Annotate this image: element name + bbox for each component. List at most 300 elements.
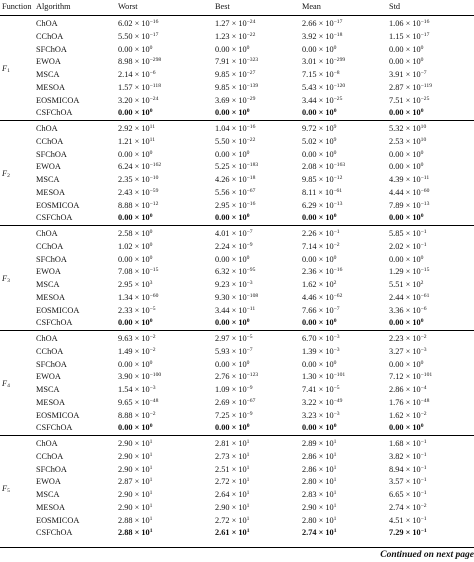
exponent: −7 <box>246 229 253 236</box>
table-row <box>0 121 474 136</box>
algorithm-cell: SFChOA <box>36 464 67 474</box>
best-cell: $2.81 \times 10^1$ <box>215 439 250 449</box>
algorithm-cell: EWOA <box>36 267 61 277</box>
worst-cell: $3.90 \times 10^{-100}$ <box>118 372 162 382</box>
header-std: Std <box>389 2 401 12</box>
best-cell: $0.00 \times 10^0$ <box>215 108 250 118</box>
header-algorithm: Algorithm <box>36 2 71 12</box>
exponent: 0 <box>149 254 153 261</box>
mean-cell: $2.83 \times 10^1$ <box>302 490 337 500</box>
exponent: 0 <box>420 57 424 64</box>
exponent: 0 <box>246 254 250 261</box>
worst-cell: $7.08 \times 10^{-15}$ <box>118 267 159 277</box>
table-row <box>0 359 474 372</box>
exponent: −2 <box>333 241 340 248</box>
mean-cell: $1.39 \times 10^{-3}$ <box>302 346 340 356</box>
exponent: −1 <box>420 477 427 484</box>
algorithm-cell: SFChOA <box>36 254 67 264</box>
function-group <box>0 16 474 121</box>
table-row <box>0 241 474 254</box>
best-cell: $2.61 \times 10^1$ <box>215 528 250 538</box>
std-cell: $0.00 \times 10^0$ <box>389 57 424 67</box>
mean-cell: $2.80 \times 10^1$ <box>302 477 337 487</box>
function-group <box>0 331 474 436</box>
best-cell: $5.93 \times 10^{-7}$ <box>215 346 253 356</box>
exponent: 1 <box>149 502 153 509</box>
table-row <box>0 317 474 330</box>
exponent: 1 <box>149 451 153 458</box>
best-cell: $1.04 \times 10^{-16}$ <box>215 124 256 134</box>
exponent: 0 <box>420 149 424 156</box>
std-cell: $3.27 \times 10^{-3}$ <box>389 346 427 356</box>
std-cell: $3.57 \times 10^{-1}$ <box>389 477 427 487</box>
exponent: −13 <box>420 200 430 207</box>
algorithm-cell: CSFChOA <box>36 318 73 328</box>
exponent: 0 <box>333 149 337 156</box>
mean-cell: $8.11 \times 10^{-61}$ <box>302 187 343 197</box>
exponent: 0 <box>246 423 250 430</box>
exponent: 0 <box>246 213 250 220</box>
std-cell: $1.06 \times 10^{-16}$ <box>389 19 430 29</box>
worst-cell: $2.43 \times 10^{-59}$ <box>118 187 159 197</box>
best-cell: $1.27 \times 10^{-24}$ <box>215 19 256 29</box>
algorithm-cell: SFChOA <box>36 149 67 159</box>
worst-cell: $0.00 \times 10^0$ <box>118 318 153 328</box>
exponent: −1 <box>420 515 427 522</box>
exponent: −3 <box>333 346 340 353</box>
best-cell: $9.85 \times 10^{-139}$ <box>215 82 259 92</box>
exponent: −15 <box>149 267 159 274</box>
mean-cell: $2.66 \times 10^{-17}$ <box>302 19 343 29</box>
worst-cell: $0.00 \times 10^0$ <box>118 423 153 433</box>
std-cell: $0.00 \times 10^0$ <box>389 149 424 159</box>
std-cell: $3.36 \times 10^{-6}$ <box>389 305 427 315</box>
algorithm-cell: ChOA <box>36 229 58 239</box>
table-row <box>0 515 474 528</box>
exponent: −67 <box>246 397 256 404</box>
mean-cell: $7.15 \times 10^{-8}$ <box>302 70 340 80</box>
algorithm-cell: ChOA <box>36 439 58 449</box>
mean-cell: $7.66 \times 10^{-7}$ <box>302 305 340 315</box>
exponent: 0 <box>149 318 153 325</box>
exponent: −6 <box>420 305 427 312</box>
algorithm-cell: ChOA <box>36 19 58 29</box>
std-cell: $2.02 \times 10^{-1}$ <box>389 241 427 251</box>
algorithm-cell: MESOA <box>36 187 66 197</box>
algorithm-cell: MESOA <box>36 82 66 92</box>
worst-cell: $2.33 \times 10^{-5}$ <box>118 305 156 315</box>
exponent: −11 <box>246 305 256 312</box>
exponent: −7 <box>420 70 427 77</box>
exponent: 0 <box>246 108 250 115</box>
std-cell: $2.87 \times 10^{-119}$ <box>389 82 432 92</box>
table-row <box>0 174 474 187</box>
std-cell: $6.65 \times 10^{-1}$ <box>389 490 427 500</box>
best-cell: $0.00 \times 10^0$ <box>215 254 250 264</box>
worst-cell: $1.49 \times 10^{-2}$ <box>118 346 156 356</box>
algorithm-cell: SFChOA <box>36 44 67 54</box>
exponent: −6 <box>149 70 156 77</box>
table-row <box>0 451 474 464</box>
std-cell: $0.00 \times 10^0$ <box>389 359 424 369</box>
exponent: −9 <box>246 241 253 248</box>
std-cell: $0.00 \times 10^0$ <box>389 213 424 223</box>
mean-cell: $2.36 \times 10^{-16}$ <box>302 267 343 277</box>
std-cell: $7.51 \times 10^{-25}$ <box>389 95 430 105</box>
best-cell: $2.51 \times 10^1$ <box>215 464 250 474</box>
exponent: −100 <box>149 372 162 379</box>
header-worst: Worst <box>118 2 138 12</box>
worst-cell: $2.58 \times 10^0$ <box>118 229 153 239</box>
std-cell: $5.32 \times 10^{10}$ <box>389 124 427 134</box>
exponent: 1 <box>149 528 153 535</box>
worst-cell: $2.87 \times 10^1$ <box>118 477 153 487</box>
table-row <box>0 346 474 359</box>
table-row <box>0 95 474 108</box>
std-cell: $1.62 \times 10^{-2}$ <box>389 410 427 420</box>
exponent: −5 <box>333 385 340 392</box>
worst-cell: $2.90 \times 10^1$ <box>118 451 153 461</box>
std-cell: $1.29 \times 10^{-15}$ <box>389 267 430 277</box>
algorithm-cell: MSCA <box>36 385 60 395</box>
exponent: 0 <box>333 423 337 430</box>
best-cell: $6.32 \times 10^{-95}$ <box>215 267 256 277</box>
table-row <box>0 44 474 57</box>
exponent: 9 <box>333 136 337 143</box>
exponent: 1 <box>333 515 337 522</box>
worst-cell: $6.02 \times 10^{-16}$ <box>118 19 159 29</box>
table-row <box>0 16 474 31</box>
algorithm-cell: CChOA <box>36 136 64 146</box>
worst-cell: $2.95 \times 10^3$ <box>118 280 153 290</box>
mean-cell: $2.86 \times 10^1$ <box>302 451 337 461</box>
exponent: −16 <box>333 267 343 274</box>
exponent: −7 <box>333 305 340 312</box>
exponent: −1 <box>420 241 427 248</box>
std-cell: $0.00 \times 10^0$ <box>389 44 424 54</box>
algorithm-cell: ChOA <box>36 334 58 344</box>
worst-cell: $0.00 \times 10^0$ <box>118 359 153 369</box>
worst-cell: $2.88 \times 10^1$ <box>118 515 153 525</box>
exponent: −12 <box>149 200 159 207</box>
best-cell: $0.00 \times 10^0$ <box>215 44 250 54</box>
exponent: 0 <box>333 213 337 220</box>
std-cell: $1.76 \times 10^{-48}$ <box>389 397 430 407</box>
best-cell: $2.95 \times 10^{-16}$ <box>215 200 256 210</box>
exponent: −1 <box>420 490 427 497</box>
exponent: −1 <box>420 229 427 236</box>
exponent: 2 <box>420 280 424 287</box>
mean-cell: $3.01 \times 10^{-299}$ <box>302 57 346 67</box>
mean-cell: $4.46 \times 10^{-62}$ <box>302 292 343 302</box>
table-row <box>0 436 474 451</box>
exponent: −2 <box>149 410 156 417</box>
worst-cell: $1.54 \times 10^{-3}$ <box>118 385 156 395</box>
std-cell: $0.00 \times 10^0$ <box>389 318 424 328</box>
exponent: −16 <box>246 200 256 207</box>
exponent: −2 <box>420 334 427 341</box>
exponent: 0 <box>149 241 153 248</box>
worst-cell: $8.88 \times 10^{-12}$ <box>118 200 159 210</box>
table-row <box>0 107 474 120</box>
exponent: 1 <box>246 439 250 446</box>
algorithm-cell: CSFChOA <box>36 213 73 223</box>
table-row <box>0 292 474 305</box>
mean-cell: $0.00 \times 10^0$ <box>302 44 337 54</box>
mean-cell: $0.00 \times 10^0$ <box>302 423 337 433</box>
exponent: 0 <box>149 213 153 220</box>
table-row <box>0 149 474 162</box>
algorithm-cell: EOSMICOA <box>36 95 80 105</box>
exponent: 3 <box>149 280 153 287</box>
worst-cell: $2.90 \times 10^1$ <box>118 464 153 474</box>
algorithm-cell: MSCA <box>36 175 60 185</box>
exponent: −18 <box>333 31 343 38</box>
std-cell: $0.00 \times 10^0$ <box>389 162 424 172</box>
algorithm-cell: MESOA <box>36 397 66 407</box>
mean-cell: $3.92 \times 10^{-18}$ <box>302 31 343 41</box>
exponent: −5 <box>149 305 156 312</box>
continued-note: Continued on next page <box>0 547 474 560</box>
mean-cell: $3.44 \times 10^{-25}$ <box>302 95 343 105</box>
algorithm-cell: CChOA <box>36 31 64 41</box>
exponent: −3 <box>333 334 340 341</box>
algorithm-cell: EOSMICOA <box>36 200 80 210</box>
best-cell: $4.26 \times 10^{-18}$ <box>215 175 256 185</box>
table-header <box>0 0 474 16</box>
exponent: −27 <box>246 70 256 77</box>
worst-cell: $5.50 \times 10^{-17}$ <box>118 31 159 41</box>
std-cell: $7.89 \times 10^{-13}$ <box>389 200 430 210</box>
algorithm-cell: CChOA <box>36 241 64 251</box>
exponent: 10 <box>420 136 427 143</box>
exponent: 9 <box>333 124 337 131</box>
mean-cell: $0.00 \times 10^0$ <box>302 359 337 369</box>
exponent: −61 <box>333 187 343 194</box>
exponent: −60 <box>420 187 430 194</box>
table-row <box>0 371 474 384</box>
exponent: −3 <box>149 385 156 392</box>
algorithm-cell: EOSMICOA <box>36 515 80 525</box>
mean-cell: $0.00 \times 10^0$ <box>302 149 337 159</box>
mean-cell: $2.80 \times 10^1$ <box>302 515 337 525</box>
function-label: $F_3$ <box>2 273 10 284</box>
best-cell: $5.25 \times 10^{-183}$ <box>215 162 259 172</box>
exponent: −17 <box>420 31 430 38</box>
exponent: −60 <box>149 292 159 299</box>
exponent: 0 <box>149 149 153 156</box>
worst-cell: $8.98 \times 10^{-298}$ <box>118 57 162 67</box>
best-cell: $9.23 \times 10^{-3}$ <box>215 280 253 290</box>
exponent: 0 <box>333 44 337 51</box>
exponent: 0 <box>420 213 424 220</box>
best-cell: $2.72 \times 10^1$ <box>215 477 250 487</box>
worst-cell: $2.90 \times 10^1$ <box>118 502 153 512</box>
std-cell: $4.44 \times 10^{-60}$ <box>389 187 430 197</box>
exponent: −123 <box>246 372 259 379</box>
exponent: 1 <box>149 490 153 497</box>
table-row <box>0 82 474 95</box>
mean-cell: $6.70 \times 10^{-3}$ <box>302 334 340 344</box>
function-label: $F_5$ <box>2 483 10 494</box>
worst-cell: $2.90 \times 10^1$ <box>118 490 153 500</box>
exponent: 0 <box>246 359 250 366</box>
algorithm-cell: CSFChOA <box>36 108 73 118</box>
exponent: −118 <box>149 82 161 89</box>
mean-cell: $2.89 \times 10^1$ <box>302 439 337 449</box>
table-row <box>0 476 474 489</box>
worst-cell: $9.63 \times 10^{-2}$ <box>118 334 156 344</box>
mean-cell: $2.74 \times 10^1$ <box>302 528 337 538</box>
exponent: 2 <box>333 280 337 287</box>
std-cell: $8.94 \times 10^{-1}$ <box>389 464 427 474</box>
exponent: −25 <box>333 95 343 102</box>
exponent: 1 <box>246 490 250 497</box>
std-cell: $3.82 \times 10^{-1}$ <box>389 451 427 461</box>
algorithm-cell: CSFChOA <box>36 528 73 538</box>
std-cell: $7.12 \times 10^{-101}$ <box>389 372 433 382</box>
std-cell: $4.39 \times 10^{-11}$ <box>389 175 430 185</box>
exponent: 11 <box>149 136 156 143</box>
exponent: 0 <box>420 108 424 115</box>
mean-cell: $2.90 \times 10^1$ <box>302 502 337 512</box>
worst-cell: $0.00 \times 10^0$ <box>118 254 153 264</box>
best-cell: $1.23 \times 10^{-22}$ <box>215 31 256 41</box>
exponent: −101 <box>420 372 433 379</box>
exponent: −13 <box>333 200 343 207</box>
worst-cell: $3.20 \times 10^{-24}$ <box>118 95 159 105</box>
worst-cell: $1.21 \times 10^{11}$ <box>118 136 156 146</box>
exponent: −25 <box>420 95 430 102</box>
table-row <box>0 254 474 267</box>
exponent: −101 <box>333 372 346 379</box>
std-cell: $5.85 \times 10^{-1}$ <box>389 229 427 239</box>
table-row <box>0 422 474 435</box>
table-row <box>0 212 474 225</box>
exponent: 0 <box>149 229 153 236</box>
exponent: 0 <box>246 44 250 51</box>
exponent: −62 <box>333 292 343 299</box>
exponent: −108 <box>246 292 259 299</box>
algorithm-cell: EOSMICOA <box>36 410 80 420</box>
table-row <box>0 502 474 515</box>
best-cell: $7.25 \times 10^{-9}$ <box>215 410 253 420</box>
mean-cell: $0.00 \times 10^0$ <box>302 254 337 264</box>
std-cell: $2.53 \times 10^{10}$ <box>389 136 427 146</box>
table-row <box>0 136 474 149</box>
exponent: 0 <box>333 254 337 261</box>
table-row <box>0 384 474 397</box>
exponent: 11 <box>149 124 156 131</box>
table-row <box>0 305 474 318</box>
header-row <box>0 0 474 16</box>
exponent: −9 <box>246 410 253 417</box>
worst-cell: $1.34 \times 10^{-60}$ <box>118 292 159 302</box>
worst-cell: $0.00 \times 10^0$ <box>118 149 153 159</box>
exponent: −299 <box>333 57 346 64</box>
exponent: −49 <box>333 397 343 404</box>
exponent: −2 <box>420 502 427 509</box>
worst-cell: $1.57 \times 10^{-118}$ <box>118 82 161 92</box>
exponent: −9 <box>246 385 253 392</box>
algorithm-cell: ChOA <box>36 124 58 134</box>
algorithm-cell: MESOA <box>36 502 66 512</box>
mean-cell: $0.00 \times 10^0$ <box>302 318 337 328</box>
std-cell: $7.29 \times 10^{-1}$ <box>389 528 427 538</box>
exponent: −1 <box>420 528 427 535</box>
best-cell: $0.00 \times 10^0$ <box>215 149 250 159</box>
std-cell: $2.74 \times 10^{-2}$ <box>389 502 427 512</box>
exponent: 1 <box>246 515 250 522</box>
table-row <box>0 266 474 279</box>
exponent: −163 <box>333 162 346 169</box>
exponent: 0 <box>149 359 153 366</box>
mean-cell: $5.43 \times 10^{-120}$ <box>302 82 346 92</box>
header-best: Best <box>215 2 230 12</box>
exponent: −4 <box>420 385 427 392</box>
exponent: −16 <box>246 124 256 131</box>
worst-cell: $2.14 \times 10^{-6}$ <box>118 70 156 80</box>
exponent: 1 <box>149 477 153 484</box>
best-cell: $3.44 \times 10^{-11}$ <box>215 305 256 315</box>
mean-cell: $2.86 \times 10^1$ <box>302 464 337 474</box>
exponent: 1 <box>246 451 250 458</box>
function-group <box>0 436 474 541</box>
exponent: 1 <box>149 515 153 522</box>
exponent: −48 <box>420 397 430 404</box>
exponent: −61 <box>420 292 430 299</box>
mean-cell: $1.62 \times 10^2$ <box>302 280 337 290</box>
algorithm-cell: MSCA <box>36 490 60 500</box>
worst-cell: $2.92 \times 10^{11}$ <box>118 124 156 134</box>
exponent: −323 <box>246 57 259 64</box>
best-cell: $4.01 \times 10^{-7}$ <box>215 229 253 239</box>
header-mean: Mean <box>302 2 321 12</box>
best-cell: $2.64 \times 10^1$ <box>215 490 250 500</box>
exponent: 0 <box>149 44 153 51</box>
exponent: 0 <box>420 423 424 430</box>
exponent: 1 <box>333 502 337 509</box>
std-cell: $1.68 \times 10^{-1}$ <box>389 439 427 449</box>
table-row <box>0 464 474 477</box>
table-row <box>0 226 474 241</box>
exponent: −119 <box>420 82 432 89</box>
exponent: −11 <box>420 175 430 182</box>
worst-cell: $1.02 \times 10^0$ <box>118 241 153 251</box>
mean-cell: $3.23 \times 10^{-3}$ <box>302 410 340 420</box>
best-cell: $0.00 \times 10^0$ <box>215 318 250 328</box>
algorithm-cell: MSCA <box>36 70 60 80</box>
exponent: −16 <box>420 19 430 26</box>
exponent: 0 <box>149 108 153 115</box>
exponent: 1 <box>333 451 337 458</box>
exponent: −24 <box>246 19 256 26</box>
exponent: −12 <box>333 175 343 182</box>
std-cell: $5.51 \times 10^2$ <box>389 280 424 290</box>
best-cell: $2.76 \times 10^{-123}$ <box>215 372 259 382</box>
algorithm-cell: MSCA <box>36 280 60 290</box>
algorithm-cell: EOSMICOA <box>36 305 80 315</box>
exponent: 0 <box>246 149 250 156</box>
best-cell: $7.91 \times 10^{-323}$ <box>215 57 259 67</box>
std-cell: $0.00 \times 10^0$ <box>389 108 424 118</box>
table-row <box>0 410 474 423</box>
std-cell: $0.00 \times 10^0$ <box>389 423 424 433</box>
worst-cell: $0.00 \times 10^0$ <box>118 44 153 54</box>
exponent: −24 <box>149 95 159 102</box>
algorithm-cell: MESOA <box>36 292 66 302</box>
exponent: 1 <box>246 477 250 484</box>
